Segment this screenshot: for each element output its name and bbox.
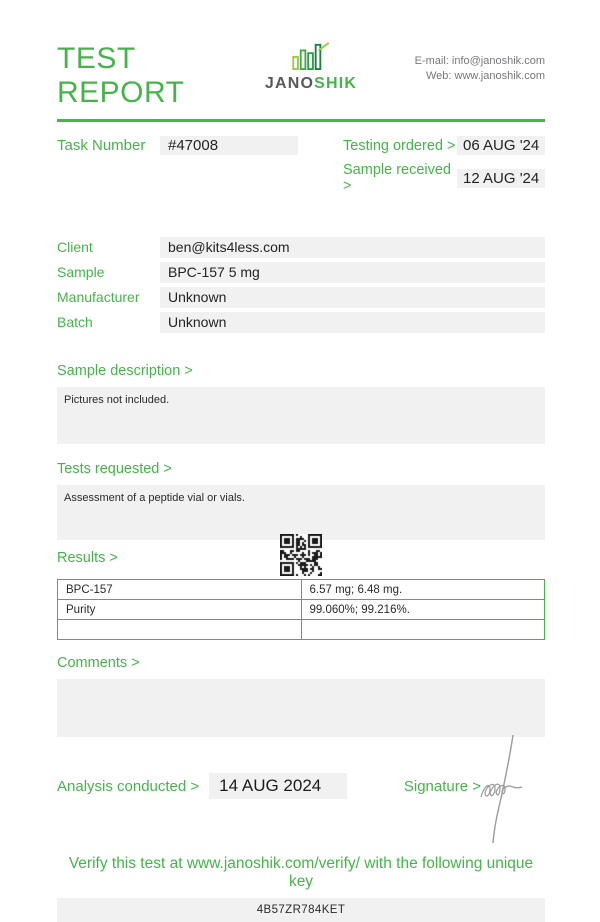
contact-info [367,54,545,84]
sample-received-label: Sample received > [343,162,451,194]
manufacturer-label: Manufacturer [57,289,140,305]
sample-value: BPC-157 5 mg [160,262,545,283]
sample-received-row [343,162,545,194]
contact-web-line [367,69,545,84]
info-row-client [57,237,545,258]
unique-key-value: 4B57ZR784KET [57,898,545,922]
results-section [57,550,545,640]
result-value: 6.57 mg; 6.48 mg. [301,580,545,600]
task-section [57,136,545,201]
contact-email-line [367,54,545,69]
sample-info-section [57,237,545,333]
info-row-manufacturer [57,287,545,308]
sample-received-value: 12 AUG '24 [457,169,545,188]
batch-label: Batch [57,314,93,330]
task-dates-group [343,136,545,201]
signature-label: Signature > [403,777,481,795]
results-heading: Results > [57,550,118,566]
sample-description-heading: Sample description > [57,363,193,379]
logo-text-green: SHIK [314,75,358,92]
janoshik-logo [255,42,367,92]
email-label: E-mail: [414,55,449,67]
task-number-label: Task Number [57,137,146,154]
result-value: 99.060%; 99.216%. [301,600,545,620]
qr-code [280,534,322,576]
comments-section [57,655,545,737]
client-label: Client [57,239,93,255]
result-name [58,620,302,640]
page-title: TEST REPORT [57,42,185,109]
logo-text-dark: JANO [264,75,315,92]
tests-requested-heading: Tests requested > [57,461,172,477]
sample-description-section [57,363,545,444]
analysis-date-value: 14 AUG 2024 [209,773,347,799]
testing-ordered-value: 06 AUG '24 [457,136,545,155]
email-link[interactable]: info@janoshik.com [451,55,545,67]
manufacturer-value: Unknown [160,287,545,308]
header-divider [57,119,545,122]
web-link[interactable]: www.janoshik.com [454,70,545,82]
logo-chart-icon [290,42,332,70]
client-value: ben@kits4less.com [160,237,545,258]
web-label: Web: [425,70,452,82]
sample-label: Sample [57,264,105,280]
tests-requested-text: Assessment of a peptide vial or vials. [57,485,545,540]
results-table [57,579,545,640]
header [57,0,545,110]
task-number-value: #47008 [160,136,298,155]
comments-heading: Comments > [57,655,140,671]
result-name: BPC-157 [58,580,302,600]
table-row [58,620,545,640]
sample-description-text: Pictures not included. [57,387,545,444]
table-row [58,600,545,620]
comments-text [57,679,545,737]
table-row [58,580,545,600]
verify-link-text[interactable]: Verify this test at www.janoshik.com/verify/ with the following unique key [68,855,534,890]
signature-image [473,733,531,845]
testing-ordered-row [343,136,545,155]
info-row-sample [57,262,545,283]
analysis-section [57,773,545,799]
footer [57,855,545,922]
result-name: Purity [58,600,302,620]
testing-ordered-label: Testing ordered > [343,137,456,154]
logo-wordmark [255,76,367,92]
tests-requested-section [57,461,545,540]
batch-value: Unknown [160,312,545,333]
result-value [301,620,545,640]
info-row-batch [57,312,545,333]
task-number-group [57,136,298,201]
analysis-conducted-label: Analysis conducted > [57,777,200,795]
